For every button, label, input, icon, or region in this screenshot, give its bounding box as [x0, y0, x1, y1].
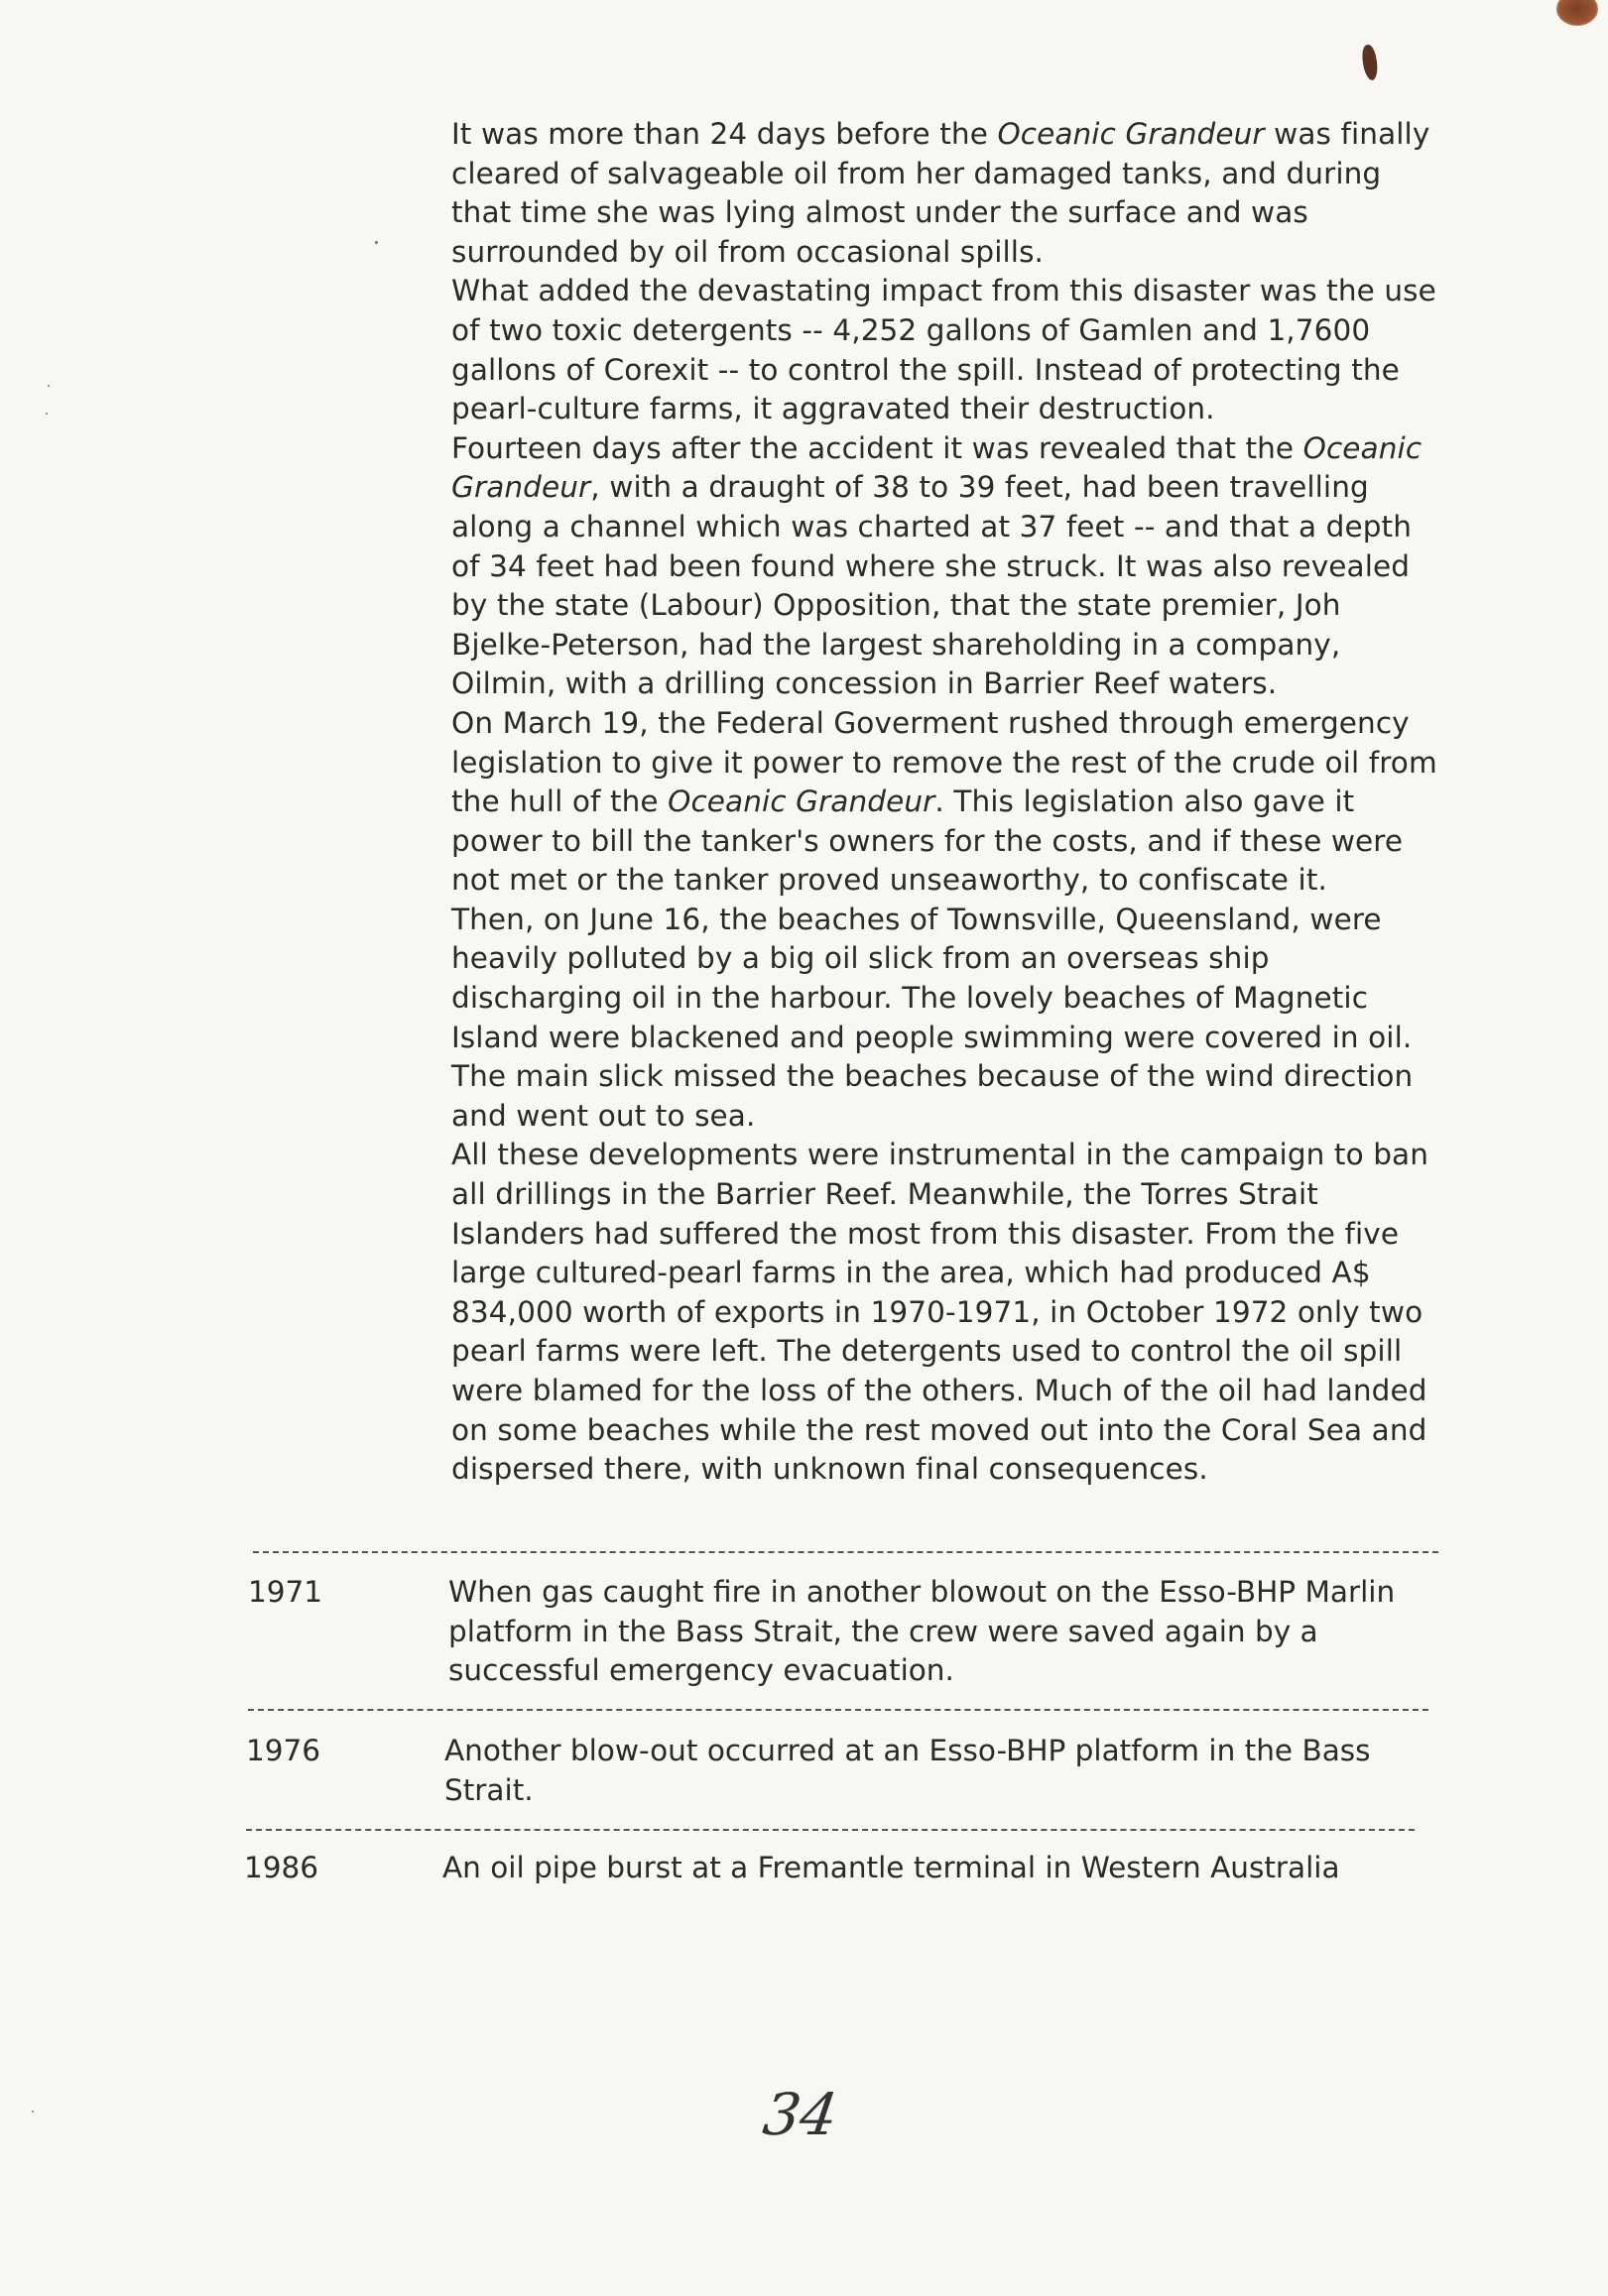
entry-text: When gas caught fire in another blowout on the Esso-BHP Marlin platform in the Bass Strait, the crew were saved again by a successful emergency evacuation.	[448, 1575, 1396, 1688]
ship-name: Oceanic Grandeur	[997, 117, 1265, 151]
paragraph	[451, 429, 1443, 704]
speck	[46, 413, 48, 415]
paragraph	[451, 1136, 1443, 1489]
ship-name: Oceanic Grandeur	[668, 785, 935, 819]
dashed-divider	[246, 1829, 1415, 1831]
entry-text: Another blow-out occurred at an Esso-BHP platform in the Bass Strait.	[444, 1734, 1371, 1807]
body-text	[451, 115, 1443, 1490]
text-run: It was more than 24 days before the	[451, 117, 998, 151]
entry-year: 1976	[246, 1734, 321, 1767]
text-run: On March 19, the Federal Goverment rushed through emergency legislation to give it power to remove the rest of the crude oil from the hull of the	[451, 705, 1437, 819]
entry-text: An oil pipe burst at a Fremantle terminal in Western Australia	[442, 1851, 1340, 1884]
text-run: Fourteen days after the accident it was revealed that the	[451, 430, 1303, 465]
paragraph	[451, 272, 1443, 428]
timeline-entry	[246, 1732, 1436, 1811]
paragraph	[451, 901, 1443, 1137]
timeline-entry	[244, 1849, 1434, 1890]
paragraph	[451, 115, 1443, 272]
text-run: All these developments were instrumental in the campaign to ban all drillings in the Barrier Reef. Meanwhile, the Torres Strait Islanders had suffered the most from this disaster. From the five large cultured-pearl farms in the area, which had produced A$ 834,000 worth of exports in 1970-1971, in October 1972 only two pearl farms were left. The detergents used to control the oil spill were blamed for the loss of the others. Much of the oil had landed on some beaches while the rest moved out into the Coral Sea and dispersed there, with unknown final consequences.	[451, 1138, 1429, 1487]
timeline-entry	[248, 1573, 1438, 1692]
text-run: . This legislation also gave it power to bill the tanker's owners for the costs, and if these were not met or the tanker proved unseaworthy, to confiscate it.	[451, 785, 1404, 898]
page-number: 34	[759, 2081, 842, 2148]
text-run: Then, on June 16, the beaches of Townsville, Queensland, were heavily polluted by a big oil slick from an overseas ship discharging oil in the harbour. The lovely beaches of Magnetic Island were blackened and people swimming were covered in oil. The main slick missed the beaches because of the wind direction and went out to sea.	[451, 902, 1414, 1133]
speck	[32, 2111, 34, 2113]
text-run: , with a draught of 38 to 39 feet, had been travelling along a channel which was charted at 37 feet -- and that a depth of 34 feet had been found where she struck. It was also revealed by the state (Labour) Opposition, that the state premier, Joh Bjelke-Peterson, had the largest shareholding in a company, Oilmin, with a drilling concession in Barrier Reef waters.	[451, 470, 1413, 701]
stain-mark	[1556, 0, 1598, 26]
speck	[375, 241, 378, 244]
text-run: was finally cleared of salvageable oil from her damaged tanks, and during that time she was lying almost under the surface and was surrounded by oil from occasional spills.	[451, 117, 1430, 269]
dashed-divider	[253, 1551, 1438, 1553]
ship-name: Oceanic Grandeur	[451, 430, 1422, 505]
ink-blot	[1361, 44, 1380, 81]
dashed-divider	[248, 1709, 1428, 1711]
entry-year: 1971	[248, 1575, 323, 1609]
paragraph	[451, 704, 1443, 901]
speck	[48, 385, 50, 387]
text-run: What added the devastating impact from this disaster was the use of two toxic detergents -- 4,252 gallons of Gamlen and 1,7600 gallons of Corexit -- to control the spill. Instead of protecting the pearl-culture farms, it aggravated their destruction.	[451, 274, 1436, 426]
entry-year: 1986	[244, 1851, 319, 1884]
